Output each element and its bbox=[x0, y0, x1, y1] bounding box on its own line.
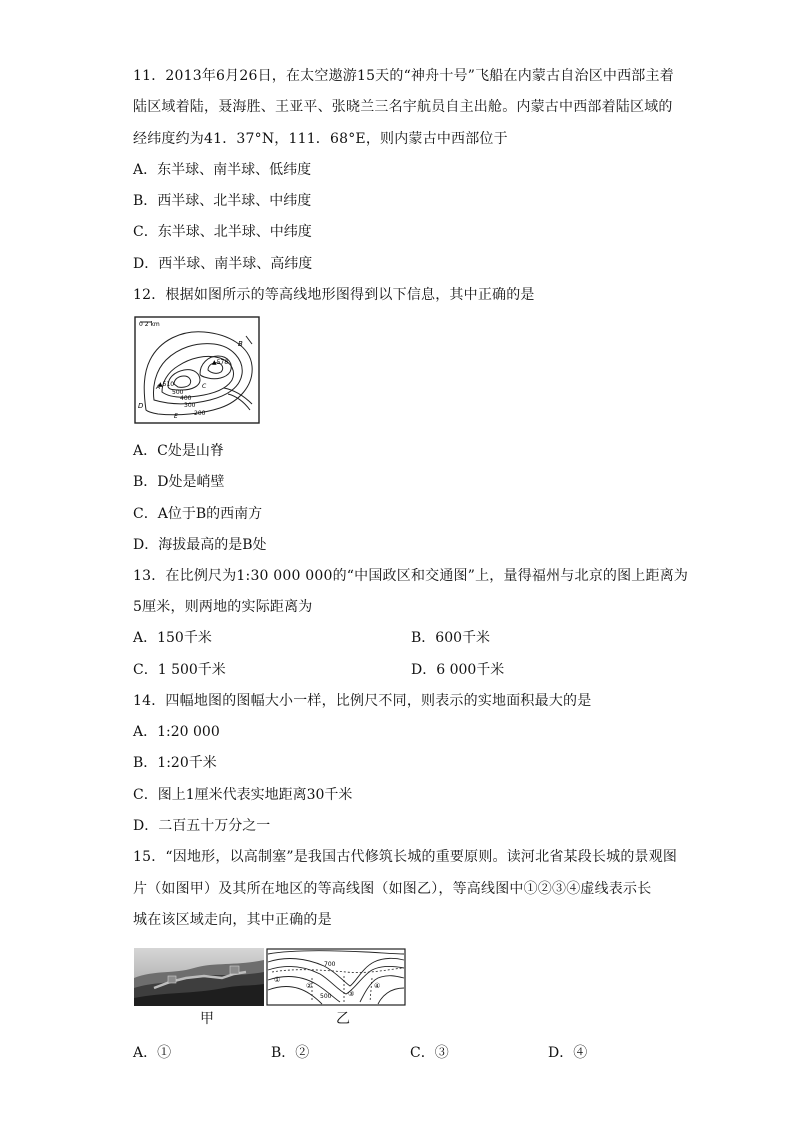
q12-label-a: A bbox=[156, 384, 161, 391]
q14-stem: 14．四幅地图的图幅大小一样，比例尺不同，则表示的实地面积最大的是 bbox=[133, 693, 592, 709]
q12-peak-510: ▲510 bbox=[158, 381, 175, 388]
caption-yi: 乙 bbox=[336, 1011, 350, 1027]
q13-option-d: D．6 000千米 bbox=[411, 662, 505, 678]
q15-option-c: C．③ bbox=[410, 1045, 449, 1061]
q14-option-d: D．二百五十万分之一 bbox=[133, 818, 271, 834]
q12-contour-400: 400 bbox=[180, 395, 192, 402]
q14-option-c: C．图上1厘米代表实地距离30千米 bbox=[133, 787, 353, 803]
q12-option-d: D．海拔最高的是B处 bbox=[133, 537, 267, 553]
q14-option-a: A．1:20 000 bbox=[133, 724, 220, 740]
q12-peak-578: ▲578 bbox=[212, 359, 229, 366]
q13-option-a: A．150千米 bbox=[133, 630, 212, 646]
q15-line-1: 15．“因地形，以高制塞”是我国古代修筑长城的重要原则。读河北省某段长城的景观图 bbox=[133, 849, 678, 865]
q13-option-c: C．1 500千米 bbox=[133, 662, 226, 678]
q12-label-c: C bbox=[202, 383, 207, 390]
q11-line-2: 陆区域着陆，聂海胜、王亚平、张晓兰三名宇航员自主出舱。内蒙古中西部着陆区域的 bbox=[133, 99, 673, 115]
q15-marker-2: ② bbox=[306, 982, 313, 990]
q15-marker-3: ③ bbox=[348, 990, 355, 998]
q12-option-c: C．A位于B的西南方 bbox=[133, 506, 263, 522]
q12-label-e: E bbox=[174, 413, 178, 420]
q13-line-2: 5厘米，则两地的实际距离为 bbox=[133, 599, 313, 615]
contour-map-q15 bbox=[266, 948, 406, 1006]
q12-option-a: A．C处是山脊 bbox=[133, 443, 224, 459]
contour-map-q12 bbox=[134, 316, 260, 424]
q15-marker-1: ① bbox=[274, 976, 281, 984]
q15-line-3: 城在该区域走向，其中正确的是 bbox=[133, 912, 332, 928]
q15-option-b: B．② bbox=[271, 1045, 310, 1061]
q12-contour-200: 200 bbox=[194, 410, 206, 417]
q12-label-b: B bbox=[238, 340, 243, 348]
q12-label-d: D bbox=[138, 402, 144, 410]
q11-line-3: 经纬度约为41．37°N，111．68°E，则内蒙古中西部位于 bbox=[133, 131, 508, 147]
caption-jia: 甲 bbox=[200, 1011, 214, 1027]
q15-option-d: D．④ bbox=[548, 1045, 588, 1061]
q11-line-1: 11．2013年6月26日，在太空遨游15天的“神舟十号”飞船在内蒙古自治区中西部主着 bbox=[133, 68, 674, 84]
q15-contour-500: 500 bbox=[320, 993, 332, 1000]
q14-option-b: B．1:20千米 bbox=[133, 755, 217, 771]
q11-option-a: A．东半球、南半球、低纬度 bbox=[133, 162, 312, 178]
q12-contour-300: 300 bbox=[184, 402, 196, 409]
q13-line-1: 13．在比例尺为1:30 000 000的“中国政区和交通图”上，量得福州与北京的图上距离为 bbox=[133, 568, 689, 584]
q15-option-a: A．① bbox=[133, 1045, 172, 1061]
q13-option-b: B．600千米 bbox=[411, 630, 491, 646]
q12-contour-500: 500 bbox=[172, 389, 184, 396]
q15-line-2: 片（如图甲）及其所在地区的等高线图（如图乙），等高线图中①②③④虚线表示长 bbox=[133, 881, 652, 897]
q11-option-b: B．西半球、北半球、中纬度 bbox=[133, 193, 312, 209]
great-wall-photo bbox=[134, 948, 264, 1006]
q12-scale-label: 0 2 km bbox=[139, 321, 160, 328]
q12-option-b: B．D处是峭壁 bbox=[133, 474, 225, 490]
q15-contour-700: 700 bbox=[324, 961, 336, 968]
q15-marker-4: ④ bbox=[374, 982, 381, 990]
q11-option-c: C．东半球、北半球、中纬度 bbox=[133, 224, 312, 240]
q12-stem: 12．根据如图所示的等高线地形图得到以下信息，其中正确的是 bbox=[133, 287, 535, 303]
q11-option-d: D．西半球、南半球、高纬度 bbox=[133, 256, 313, 272]
